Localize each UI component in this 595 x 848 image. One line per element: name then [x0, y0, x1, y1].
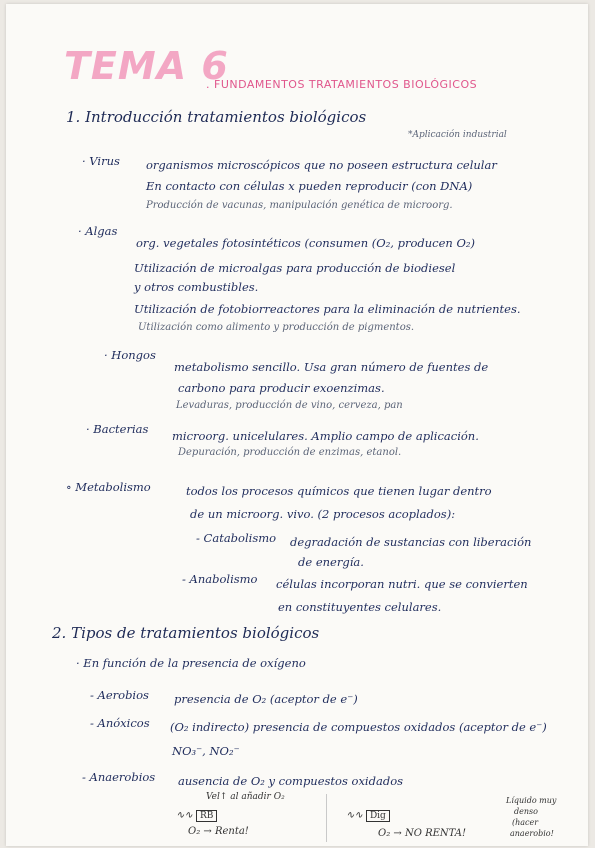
catabolismo-label: - Catabolismo [196, 531, 277, 545]
anabolismo-label: - Anabolismo [182, 572, 258, 586]
sketch-right-result: O₂ → NO RENTA! [378, 828, 467, 839]
aerobios-label: - Aerobios [90, 688, 149, 702]
virus-line-1: organismos microscópicos que no poseen estructura celular [146, 158, 497, 172]
reactor-box-dig: Dig [366, 810, 390, 822]
margin-note: *Aplicación industrial [408, 130, 507, 140]
sketch-left-diagram [176, 810, 217, 822]
algas-line-1: org. vegetales fotosintéticos (consumen (O₂, producen O₂) [136, 236, 475, 250]
sketch-right-diagram [346, 810, 390, 822]
metabolismo-line-1: todos los procesos químicos que tienen lugar dentro [186, 484, 492, 498]
aerobios-text: presencia de O₂ (aceptor de e⁻) [174, 692, 358, 706]
reactor-box-rb: RB [196, 810, 217, 822]
anabolismo-line-1: células incorporan nutri. que se convierten [276, 577, 528, 591]
virus-line-2: En contacto con células x pueden reproducir (con DNA) [146, 179, 473, 193]
sketch-divider [326, 794, 327, 842]
section-2-title: 2. Tipos de tratamientos biológicos [52, 624, 320, 642]
hongos-line-2: carbono para producir exoenzimas. [178, 381, 385, 395]
metabolismo-label: ∘ Metabolismo [66, 480, 151, 494]
chapter-subtitle: . FUNDAMENTOS TRATAMIENTOS BIOLÓGICOS [206, 78, 478, 91]
metabolismo-line-2: de un microorg. vivo. (2 procesos acoplados): [190, 507, 456, 521]
anoxicos-label: - Anóxicos [90, 716, 150, 730]
sketch-left-result: O₂ → Renta! [188, 826, 249, 837]
hongos-line-3: Levaduras, producción de vino, cerveza, pan [176, 400, 403, 411]
hongos-line-1: metabolismo sencillo. Usa gran número de fuentes de [174, 360, 489, 374]
anabolismo-line-2: en constituyentes celulares. [278, 600, 442, 614]
tema-title: TEMA 6 [64, 44, 229, 88]
side-note-4: anaerobio! [510, 829, 554, 838]
hongos-label: · Hongos [104, 348, 156, 362]
anaerobios-text: ausencia de O₂ y compuestos oxidados [178, 774, 404, 788]
side-note-3: (hacer [512, 818, 539, 827]
section-2-subtitle: · En función de la presencia de oxígeno [76, 656, 306, 670]
virus-line-3: Producción de vacunas, manipulación genética de microorg. [146, 200, 453, 211]
algas-line-5: Utilización como alimento y producción de pigmentos. [138, 322, 415, 333]
catabolismo-line-2: de energía. [298, 555, 364, 569]
anaerobios-label: - Anaerobios [82, 770, 156, 784]
algas-line-2: Utilización de microalgas para producción de biodiesel [134, 261, 456, 275]
anoxicos-line-1: (O₂ indirecto) presencia de compuestos oxidados (aceptor de e⁻) [170, 720, 547, 734]
algas-label: · Algas [78, 224, 118, 238]
wave-icon: ∿∿ [346, 810, 363, 821]
anoxicos-line-2: NO₃⁻, NO₂⁻ [172, 744, 240, 758]
sketch-left-note: Vel↑ al añadir O₂ [206, 792, 285, 802]
bacterias-line-1: microorg. unicelulares. Amplio campo de aplicación. [172, 429, 479, 443]
bacterias-line-2: Depuración, producción de enzimas, etanol. [178, 447, 402, 458]
catabolismo-line-1: degradación de sustancias con liberación [290, 535, 532, 549]
virus-label: · Virus [82, 154, 120, 168]
bacterias-label: · Bacterias [86, 422, 149, 436]
notebook-page [6, 4, 588, 846]
algas-line-3: y otros combustibles. [134, 280, 259, 294]
section-1-title: 1. Introducción tratamientos biológicos [66, 108, 367, 126]
side-note-1: Líquido muy [506, 796, 557, 805]
algas-line-4: Utilización de fotobiorreactores para la eliminación de nutrientes. [134, 302, 521, 316]
side-note-2: denso [514, 807, 538, 816]
wave-icon: ∿∿ [176, 810, 193, 821]
